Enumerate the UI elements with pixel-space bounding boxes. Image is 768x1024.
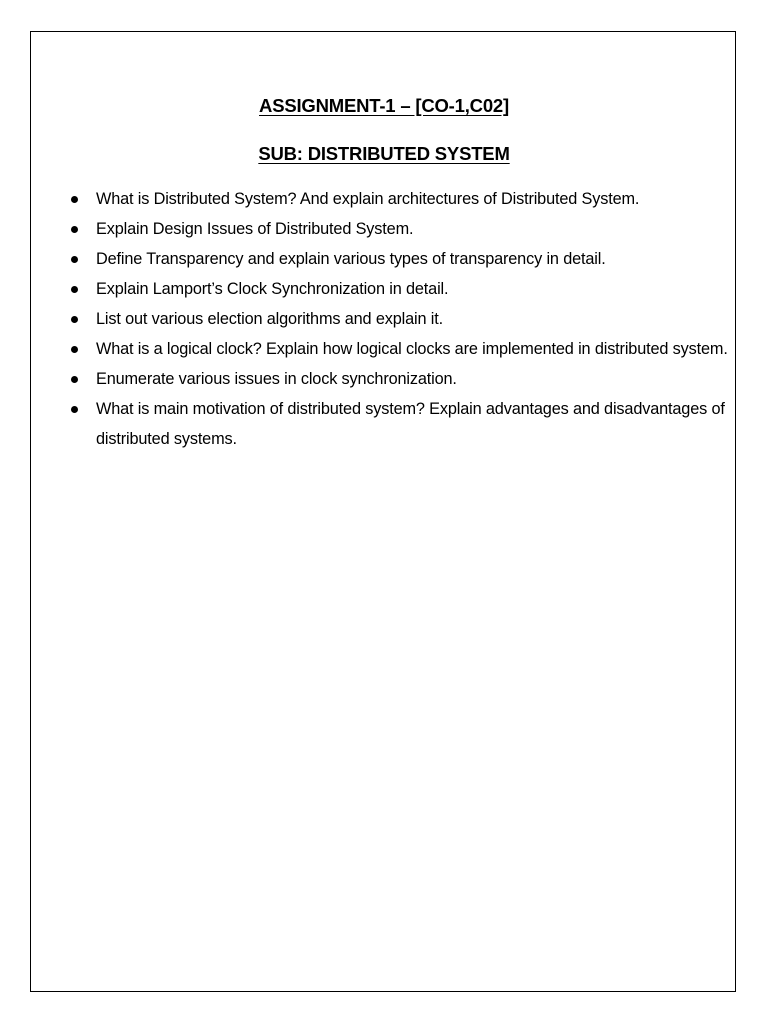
bullet-icon xyxy=(71,406,78,413)
bullet-icon xyxy=(71,226,78,233)
bullet-icon xyxy=(71,286,78,293)
bullet-icon xyxy=(71,346,78,353)
assignment-title: ASSIGNMENT-1 – [CO-1,C02] xyxy=(259,95,509,116)
bullet-icon xyxy=(71,316,78,323)
bullet-icon xyxy=(71,256,78,263)
question-text: Enumerate various issues in clock synchronization. xyxy=(96,370,457,388)
question-item xyxy=(66,304,731,334)
question-item xyxy=(66,244,731,274)
subject-title: SUB: DISTRIBUTED SYSTEM xyxy=(258,143,510,164)
question-item xyxy=(66,394,731,454)
question-item xyxy=(66,184,731,214)
question-item xyxy=(66,364,731,394)
question-item xyxy=(66,214,731,244)
question-text: What is main motivation of distributed system? Explain advantages and disadvantages of distributed systems. xyxy=(96,400,725,448)
question-text: What is Distributed System? And explain architectures of Distributed System. xyxy=(96,190,640,208)
page-border xyxy=(30,31,736,992)
question-item xyxy=(66,334,731,364)
question-text: What is a logical clock? Explain how logical clocks are implemented in distributed system. xyxy=(96,340,728,358)
question-text: Define Transparency and explain various types of transparency in detail. xyxy=(96,250,606,268)
bullet-icon xyxy=(71,196,78,203)
question-list xyxy=(66,184,731,454)
question-text: Explain Design Issues of Distributed System. xyxy=(96,220,414,238)
question-item xyxy=(66,274,731,304)
question-text: Explain Lamport’s Clock Synchronization in detail. xyxy=(96,280,449,298)
question-text: List out various election algorithms and explain it. xyxy=(96,310,443,328)
bullet-icon xyxy=(71,376,78,383)
